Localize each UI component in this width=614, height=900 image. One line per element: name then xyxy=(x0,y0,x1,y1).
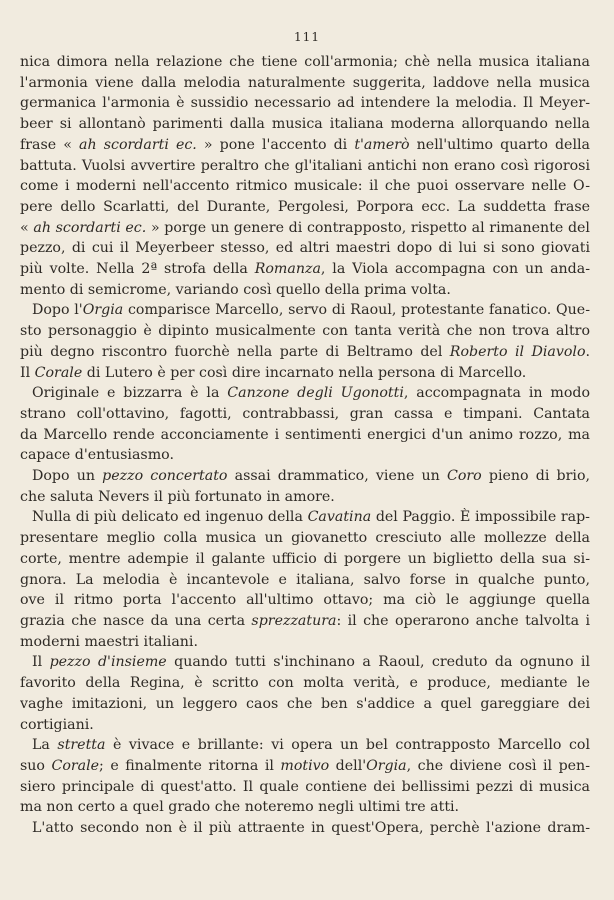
italic-text: sprezzatura xyxy=(251,612,337,629)
text-line xyxy=(20,238,590,259)
text-segment: quando tutti s'inchinano a Raoul, creduto da ognuno il xyxy=(166,654,590,671)
text-segment: Il xyxy=(32,654,50,671)
text-line xyxy=(20,383,590,404)
text-line xyxy=(20,280,590,301)
text-line xyxy=(20,342,590,363)
text-segment: L'atto secondo non è il più attraente in quest'Opera, perchè l'azione dram- xyxy=(32,820,590,837)
italic-text: Corale xyxy=(51,757,100,774)
text-line xyxy=(20,756,590,777)
text-line xyxy=(20,611,590,632)
text-segment: Dopo l' xyxy=(32,302,83,319)
italic-text: t'amerò xyxy=(354,136,410,153)
text-segment: Originale e bizzarra è la xyxy=(32,385,228,402)
italic-text: Corale xyxy=(34,364,83,381)
text-line xyxy=(20,487,590,508)
text-line xyxy=(20,156,590,177)
text-line xyxy=(20,777,590,798)
italic-text: Coro xyxy=(447,468,482,485)
text-segment: che saluta Nevers il più fortunato in amore. xyxy=(20,488,335,505)
text-line xyxy=(20,218,590,239)
text-segment: l'armonia viene dalla melodia naturalmente suggerita, laddove nella musica xyxy=(20,74,590,91)
page-number: 111 xyxy=(294,30,320,44)
text-segment: ; e finalmente ritorna il xyxy=(99,757,281,774)
text-line xyxy=(20,673,590,694)
text-segment: « xyxy=(20,219,34,236)
italic-text: pezzo concertato xyxy=(102,468,228,485)
text-line xyxy=(20,300,590,321)
text-line xyxy=(20,632,590,653)
text-segment: gnora. La melodia è incantevole e italiana, salvo forse in qualche punto, xyxy=(20,571,590,588)
italic-text: motivo xyxy=(280,757,330,774)
text-segment: da Marcello rende acconciamente i sentimenti energici d'un animo rozzo, ma xyxy=(20,426,590,443)
text-line xyxy=(20,528,590,549)
text-line xyxy=(20,425,590,446)
text-segment: germanica l'armonia è sussidio necessario ad intendere la melodia. Il Meyer- xyxy=(20,95,590,112)
italic-text: Orgia xyxy=(82,302,124,319)
text-segment: moderni maestri italiani. xyxy=(20,633,198,650)
text-line xyxy=(20,797,590,818)
text-segment: del Paggio. È impossibile rap- xyxy=(371,509,590,526)
text-segment: La xyxy=(32,737,58,754)
text-segment: più volte. Nella 2ª strofa della xyxy=(20,261,255,278)
text-segment: presentare meglio colla musica un giovanetto cresciuto alle mollezze della xyxy=(20,530,590,547)
italic-text: ah scordarti ec. xyxy=(79,136,197,153)
text-line xyxy=(20,570,590,591)
text-segment: strano coll'ottavino, fagotti, contrabbassi, gran cassa e timpani. Cantata xyxy=(20,405,590,422)
text-segment: beer si allontanò parimenti dalla musica italiana moderna allorquando nella xyxy=(20,116,590,133)
text-line xyxy=(20,735,590,756)
text-line xyxy=(20,549,590,570)
text-segment: nell'ultimo quarto della xyxy=(409,136,590,153)
text-line xyxy=(20,466,590,487)
text-segment: mento di semicrome, variando così quello della prima volta. xyxy=(20,281,451,298)
text-line xyxy=(20,445,590,466)
text-line xyxy=(20,73,590,94)
text-line xyxy=(20,715,590,736)
text-segment: è vivace e brillante: vi opera un bel contrapposto Marcello col xyxy=(105,737,590,754)
text-segment: pieno di brio, xyxy=(481,468,590,485)
text-segment: , la Viola accompagna con un anda- xyxy=(320,261,590,278)
text-line xyxy=(20,176,590,197)
text-segment: di Lutero è per così dire incarnato nella persona di Marcello. xyxy=(82,364,527,381)
text-line xyxy=(20,197,590,218)
text-line xyxy=(20,321,590,342)
text-line xyxy=(20,818,590,839)
text-segment: . xyxy=(585,343,590,360)
text-line xyxy=(20,52,590,73)
text-segment: battuta. Vuolsi avvertire peraltro che gl'italiani antichi non erano così rigorosi xyxy=(20,157,590,174)
text-line xyxy=(20,590,590,611)
text-segment: dell' xyxy=(329,757,367,774)
text-segment: , che diviene così il pen- xyxy=(406,757,590,774)
text-segment: pere dello Scarlatti, del Durante, Pergolesi, Porpora ecc. La suddetta frase xyxy=(20,198,590,215)
text-line xyxy=(20,404,590,425)
text-segment: Nulla di più delicato ed ingenuo della xyxy=(32,509,308,526)
text-segment: Il xyxy=(20,364,35,381)
text-segment: » porge un genere di contrapposto, rispetto al rimanente del xyxy=(146,219,590,236)
italic-text: ah scordarti ec. xyxy=(33,219,147,236)
text-segment: vaghe imitazioni, un leggero caos che ben s'addice a quel gareggiare dei xyxy=(20,695,590,712)
italic-text: pezzo d'insieme xyxy=(49,654,167,671)
text-segment: » pone l'accento di xyxy=(196,136,355,153)
text-segment: siero principale di quest'atto. Il quale contiene dei bellissimi pezzi di musica xyxy=(20,778,590,795)
text-segment: frase « xyxy=(20,136,80,153)
italic-text: stretta xyxy=(57,737,106,754)
text-segment: capace d'entusiasmo. xyxy=(20,447,174,464)
italic-text: Romanza xyxy=(254,261,321,278)
text-segment: ove il ritmo porta l'accento all'ultimo ottavo; ma ciò le aggiunge quella xyxy=(20,592,590,609)
text-segment: , accompagnata in modo xyxy=(403,385,590,402)
text-segment: grazia che nasce da una certa xyxy=(20,612,252,629)
text-segment: suo xyxy=(20,757,52,774)
text-segment: più degno riscontro fuorchè nella parte di Beltramo del xyxy=(20,343,450,360)
text-segment: come i moderni nell'accento ritmico musicale: il che puoi osservare nelle O- xyxy=(20,178,590,195)
text-line xyxy=(20,507,590,528)
italic-text: Canzone degli Ugonotti xyxy=(227,385,404,402)
text-segment: assai drammatico, viene un xyxy=(227,468,447,485)
italic-text: Roberto il Diavolo xyxy=(449,343,586,360)
italic-text: Cavatina xyxy=(307,509,372,526)
text-line xyxy=(20,114,590,135)
text-line xyxy=(20,93,590,114)
body-text xyxy=(20,52,590,839)
text-segment: cortigiani. xyxy=(20,716,94,733)
text-segment: Dopo un xyxy=(32,468,103,485)
text-segment: ma non certo a quel grado che noteremo negli ultimi tre atti. xyxy=(20,799,460,816)
text-segment: sto personaggio è dipinto musicalmente con tanta verità che non trova altro xyxy=(20,323,590,340)
text-line xyxy=(20,259,590,280)
text-line xyxy=(20,363,590,384)
text-line xyxy=(20,694,590,715)
text-segment: corte, mentre adempie il galante ufficio di porgere un biglietto della sua si- xyxy=(20,550,590,567)
text-segment: : il che operarono anche talvolta i xyxy=(336,612,590,629)
text-segment: pezzo, di cui il Meyerbeer stesso, ed altri maestri dopo di lui si sono giovati xyxy=(20,240,590,257)
text-line xyxy=(20,652,590,673)
text-segment: comparisce Marcello, servo di Raoul, protestante fanatico. Que- xyxy=(123,302,590,319)
text-line xyxy=(20,135,590,156)
text-segment: nica dimora nella relazione che tiene coll'armonia; chè nella musica italiana xyxy=(20,54,590,70)
italic-text: Orgia xyxy=(366,757,407,774)
text-segment: favorito della Regina, è scritto con molta verità, e produce, mediante le xyxy=(20,675,590,692)
